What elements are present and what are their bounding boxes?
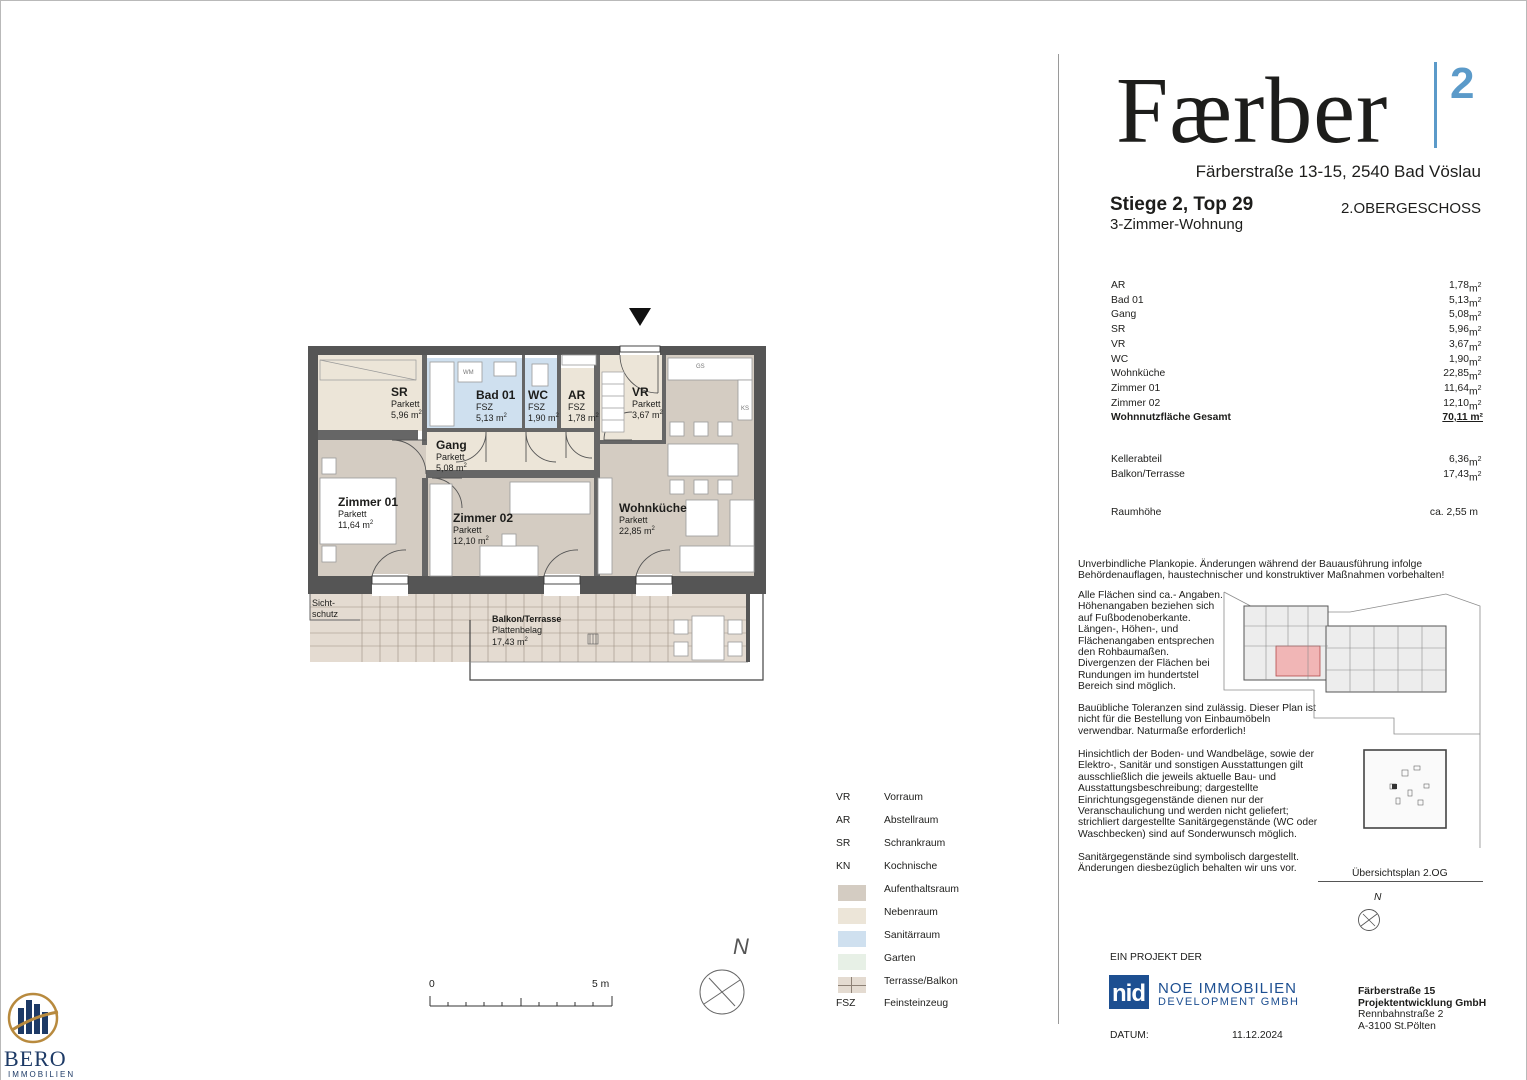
- scale-zero-label: 0: [429, 979, 435, 990]
- room-label-sr: SR Parkett 5,96 $m^2$: [391, 385, 422, 421]
- sanitary-note: Sanitärgegenstände sind symbolisch dargestellt. Änderungen diesbezüglich behalten wir uns vor.: [1078, 852, 1299, 875]
- legend-swatch-terrasse: [838, 977, 866, 993]
- overview-site-plan: [1218, 586, 1484, 886]
- legend-abbr: KN: [836, 861, 851, 872]
- noe-company-line2: DEVELOPMENT GMBH: [1158, 996, 1300, 1008]
- room-label-wc: WC FSZ 1,90 $m^2$: [528, 388, 559, 424]
- extra-area-row: Kellerabteil 6,36 $m^2$: [1111, 454, 1482, 469]
- fridge-label: KS: [741, 406, 750, 412]
- legend-abbr: FSZ: [836, 998, 856, 1009]
- legend-abbr: VR: [836, 792, 851, 803]
- room-label-zimmer-02: Zimmer 02 Parkett 12,10 $m^2$: [453, 511, 514, 547]
- area-row: SR 5,96 $m^2$: [1111, 324, 1482, 339]
- tolerance-note: Bauübliche Toleranzen sind zulässig. Dieser Plan ist nicht für die Bestellung von Einbaumöbeln verwendbar. Naturmaße erforderlich!: [1078, 703, 1316, 737]
- legend-text: Feinsteinzeug: [884, 998, 949, 1009]
- area-row: Zimmer 02 12,10 $m^2$: [1111, 397, 1482, 413]
- info-panel-divider: [1058, 54, 1059, 1024]
- room-label-ar: AR FSZ 1,78 $m^2$: [568, 388, 599, 424]
- legend-text: Sanitärraum: [884, 930, 941, 941]
- area-row: Zimmer 01 11,64 $m^2$: [1111, 382, 1482, 398]
- washing-machine-label: WM: [463, 370, 474, 376]
- areas-note: Alle Flächen sind ca.- Angaben. Höhenangaben beziehen sich auf Fußbodenoberkante. Längen-, Höhen-, und Flächenangaben entsprechen den Rohbaumaßen. Divergenzen der Flächen bei Rundungen im hundertstel Bereich sind möglich.: [1078, 590, 1223, 693]
- area-row: Wohnküche 22,85 $m^2$: [1111, 368, 1482, 383]
- bero-logo-icon: [4, 990, 64, 1046]
- overview-north-label: N: [1374, 892, 1382, 903]
- room-label-bad: Bad 01 FSZ 5,13 $m^2$: [476, 388, 516, 424]
- legend-text: Abstellraum: [884, 815, 939, 826]
- room-label-wohnkueche: Wohnküche Parkett 22,85 $m^2$: [619, 501, 687, 537]
- room-label-balkon: Balkon/Terrasse Plattenbelag 17,43 $m^2$: [492, 614, 562, 647]
- legend-text: Vorraum: [884, 792, 923, 803]
- overview-compass-icon: [1357, 908, 1381, 932]
- project-logo-word: Færber: [1116, 59, 1389, 163]
- scale-bar: [428, 990, 614, 1010]
- privacy-screen-label: Sicht- schutz: [312, 598, 339, 620]
- developer-address: Färberstraße 15 Projektentwicklung GmbH Rennbahnstraße 2 A-3100 St.Pölten: [1358, 986, 1487, 1032]
- area-row: Bad 01 5,13 $m^2$: [1111, 294, 1482, 310]
- area-row: AR 1,78 $m^2$: [1111, 280, 1482, 295]
- project-by-label: EIN PROJEKT DER: [1110, 952, 1202, 963]
- legend-text: Garten: [884, 953, 916, 964]
- legend-text: Kochnische: [884, 861, 938, 872]
- page-border-top: [0, 0, 1527, 1]
- area-row: Gang 5,08 $m^2$: [1111, 309, 1482, 324]
- room-label-vr: VR Parkett 3,67 $m^2$: [632, 385, 663, 421]
- entrance-arrow-icon: [629, 308, 651, 326]
- room-label-zimmer-01: Zimmer 01 Parkett 11,64 $m^2$: [338, 495, 399, 531]
- overview-caption: Übersichtsplan 2.OG: [1352, 868, 1448, 879]
- unit-type: 3-Zimmer-Wohnung: [1110, 216, 1244, 233]
- nid-logo: [1109, 975, 1149, 1009]
- legend-abbr: AR: [836, 815, 851, 826]
- legend-swatch-sanitaerraum: [838, 931, 866, 947]
- scale-end-label: 5 m: [592, 979, 610, 990]
- legend-text: Aufenthaltsraum: [884, 884, 959, 895]
- nid-logo-text: nid: [1112, 980, 1145, 1007]
- legend-text: Terrasse/Balkon: [884, 976, 958, 987]
- project-logo-bar: [1434, 62, 1437, 148]
- noe-company-line1: NOE IMMOBILIEN: [1158, 980, 1298, 997]
- overview-caption-line: [1318, 881, 1483, 882]
- room-height-row: Raumhöhe ca. 2,55 m: [1111, 507, 1478, 518]
- area-row: VR 3,67 $m^2$: [1111, 338, 1482, 354]
- project-address: Färberstraße 13-15, 2540 Bad Vöslau: [1195, 162, 1481, 181]
- legend-abbr: SR: [836, 838, 851, 849]
- date-label: DATUM:: [1110, 1030, 1149, 1041]
- finishes-note: Hinsichtlich der Boden- und Wandbeläge, sowie der Elektro-, Sanitär und sonstigen Ausstattungen gilt ausschließlich die jeweils aktuelle Bau- und Ausstattungsbeschreibung; dargestellte Einrichtungsgegenstände dienen nur der Veranschaulichung und werden nicht geliefert; strichliert dargestellte Sanitärgegenstände (WC oder Waschbecken) sind auf Sonderwunsch möglich.: [1078, 749, 1318, 840]
- date-value: 11.12.2024: [1232, 1030, 1283, 1041]
- bero-logo-text: BERO: [4, 1046, 67, 1071]
- page-border-left: [0, 0, 1, 1080]
- plan-north-label: N: [733, 934, 749, 959]
- unit-title: Stiege 2, Top 29: [1110, 194, 1254, 215]
- area-total-row: Wohnnutzfläche Gesamt 70,11 m²: [1111, 412, 1483, 423]
- area-row: WC 1,90 $m^2$: [1111, 353, 1482, 368]
- project-logo-number: 2: [1450, 59, 1475, 108]
- legend-swatch-nebenraum: [838, 908, 866, 924]
- legend-swatch-garten: [838, 954, 866, 970]
- legend-text: Nebenraum: [884, 907, 938, 918]
- legend-text: Schrankraum: [884, 838, 946, 849]
- room-label-gang: Gang Parkett 5,08 $m^2$: [436, 438, 467, 474]
- extra-area-row: Balkon/Terrasse 17,43 $m^2$: [1111, 469, 1482, 484]
- bero-logo-subtext: IMMOBILIEN: [8, 1070, 76, 1079]
- disclaimer-note: Unverbindliche Plankopie. Änderungen während der Bauausführung infolge Behördenauflagen, haustechnischer und konstruktiver Maßnahmen vorbehalten!: [1078, 559, 1445, 582]
- plan-compass-icon: [698, 968, 746, 1016]
- dishwasher-label: GS: [696, 364, 705, 370]
- floor-label: 2.OBERGESCHOSS: [1340, 200, 1481, 217]
- legend-swatch-aufenthaltsraum: [838, 885, 866, 901]
